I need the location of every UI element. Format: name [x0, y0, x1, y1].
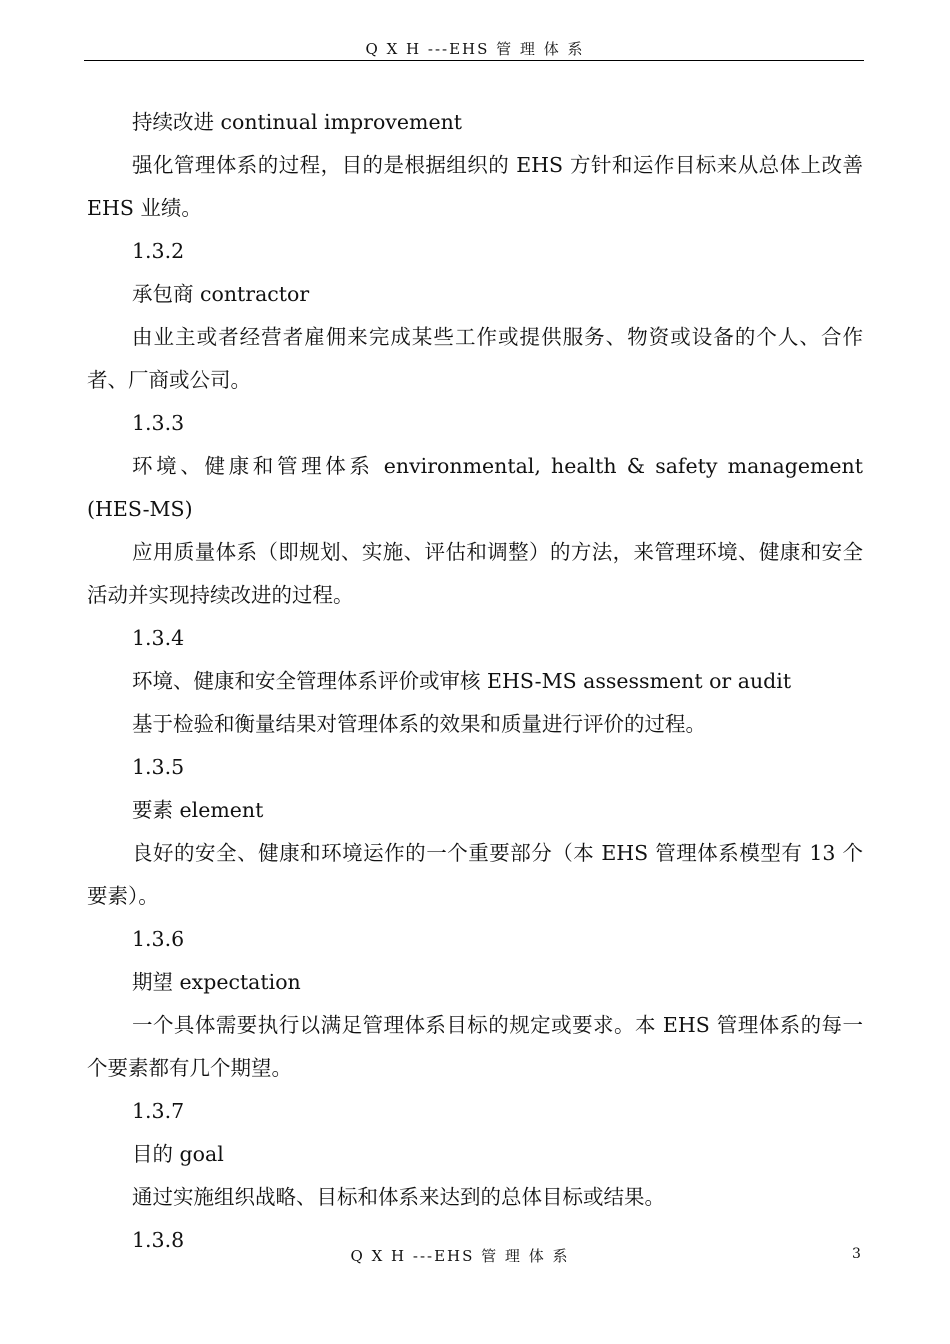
term-heading: 期望 expectation	[132, 970, 301, 994]
document-body	[87, 101, 863, 1262]
paragraph: 一个具体需要执行以满足管理体系目标的规定或要求。本 EHS 管理体系的每一个要素都有几个期望。	[87, 1013, 863, 1080]
paragraph: 由业主或者经营者雇佣来完成某些工作或提供服务、物资或设备的个人、合作者、厂商或公司。	[87, 325, 863, 392]
paragraph: 通过实施组织战略、目标和体系来达到的总体目标或结果。	[132, 1185, 665, 1209]
page-number: 3	[852, 1246, 861, 1262]
section-number: 1.3.5	[132, 755, 185, 779]
section-number: 1.3.8	[132, 1228, 185, 1252]
term-heading: 承包商 contractor	[132, 282, 310, 306]
term-heading: 目的 goal	[132, 1142, 224, 1166]
term-heading: 要素 element	[132, 798, 264, 822]
term-heading: 环境、健康和管理体系 environmental, health & safety management (HES-MS)	[87, 454, 863, 521]
section-number: 1.3.2	[132, 239, 185, 263]
section-number: 1.3.6	[132, 927, 185, 951]
page-footer: Q X H ---EHS 管 理 体 系	[350, 1247, 570, 1265]
paragraph: 基于检验和衡量结果对管理体系的效果和质量进行评价的过程。	[132, 712, 706, 736]
section-number: 1.3.4	[132, 626, 185, 650]
page-header: Q X H ---EHS 管 理 体 系	[365, 40, 585, 58]
header-rule	[84, 60, 864, 61]
section-number: 1.3.7	[132, 1099, 185, 1123]
paragraph: 持续改进 continual improvement	[132, 110, 463, 134]
paragraph: 应用质量体系（即规划、实施、评估和调整）的方法，来管理环境、健康和安全活动并实现持续改进的过程。	[87, 540, 863, 607]
paragraph: 良好的安全、健康和环境运作的一个重要部分（本 EHS 管理体系模型有 13 个要素）。	[87, 841, 863, 908]
section-number: 1.3.3	[132, 411, 185, 435]
paragraph: 强化管理体系的过程，目的是根据组织的 EHS 方针和运作目标来从总体上改善 EHS 业绩。	[87, 153, 863, 220]
term-heading: 环境、健康和安全管理体系评价或审核 EHS-MS assessment or audit	[132, 669, 792, 693]
